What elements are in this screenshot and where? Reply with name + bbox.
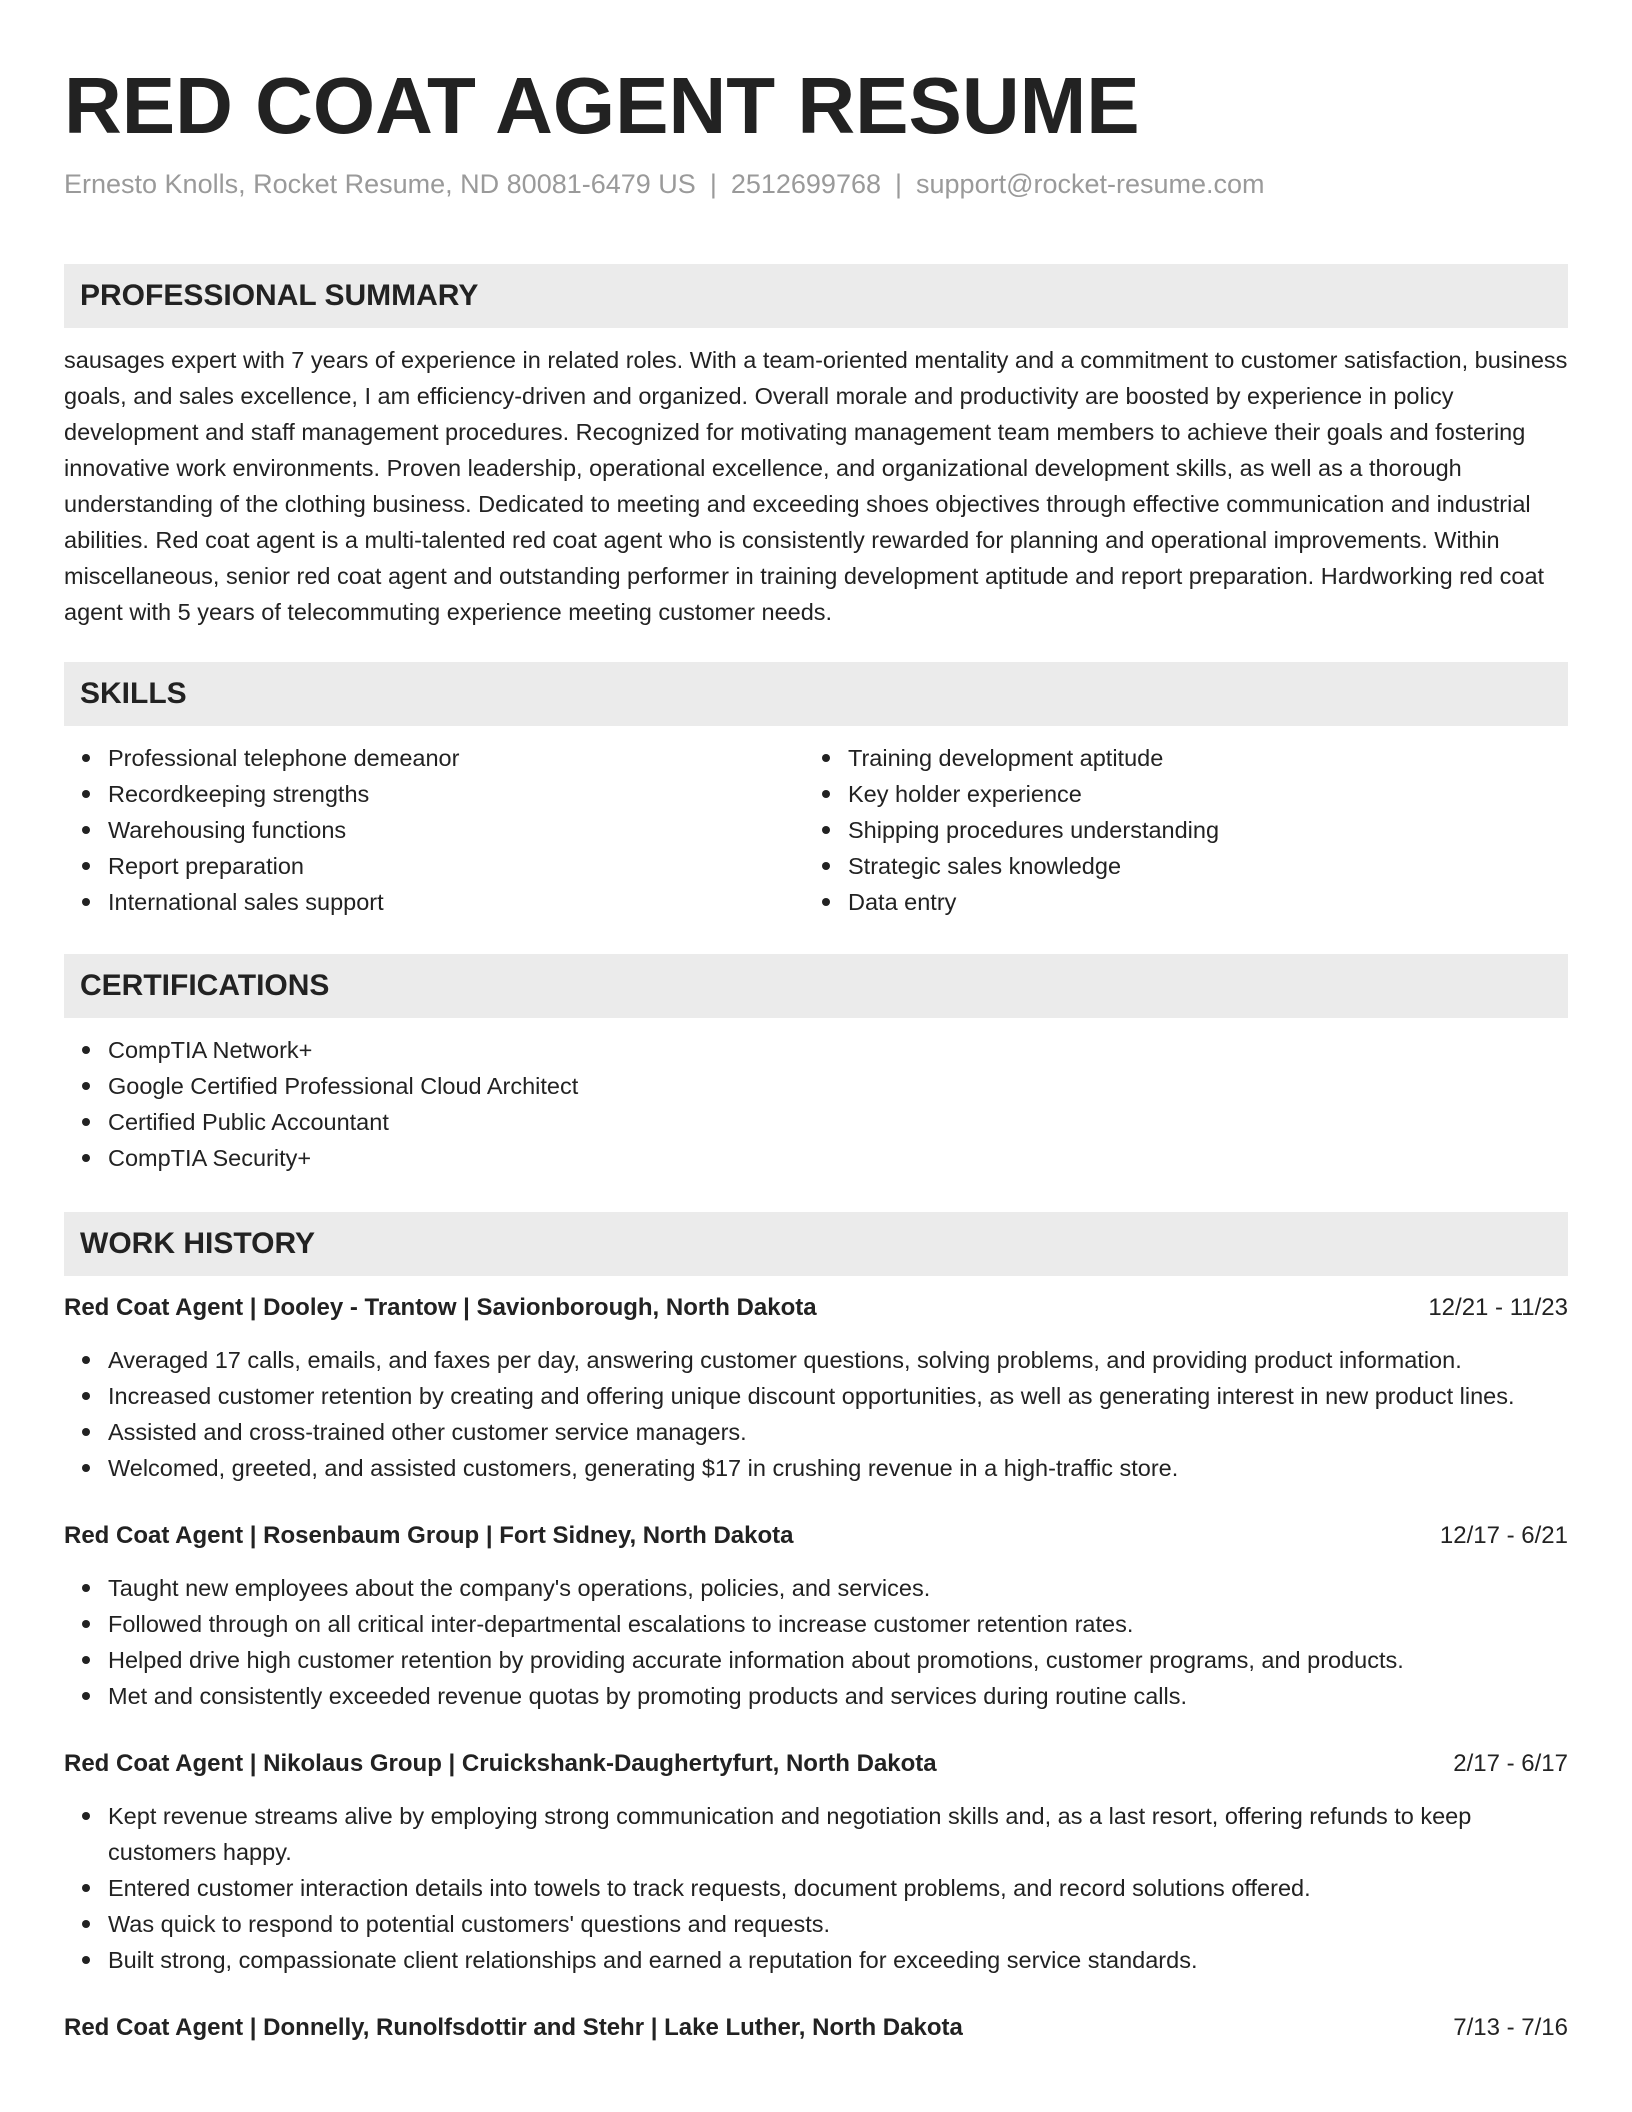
job-header: [64, 1746, 1568, 1782]
job-title: Red Coat Agent | Dooley - Trantow | Savionborough, North Dakota: [64, 1294, 817, 1322]
job-bullets: [64, 1798, 1568, 1978]
job-bullet: Was quick to respond to potential customers' questions and requests.: [108, 1906, 1568, 1942]
summary-heading: PROFESSIONAL SUMMARY: [64, 264, 1568, 328]
skill-item: Data entry: [848, 884, 1544, 920]
job-dates: 7/13 - 7/16: [1453, 2014, 1568, 2042]
job-header: [64, 1290, 1568, 1326]
skill-item: Shipping procedures understanding: [848, 812, 1544, 848]
job-dates: 12/21 - 11/23: [1428, 1294, 1568, 1322]
job-title: Red Coat Agent | Donnelly, Runolfsdottir and Stehr | Lake Luther, North Dakota: [64, 2014, 963, 2042]
skills-heading: SKILLS: [64, 662, 1568, 726]
skill-item: Recordkeeping strengths: [108, 776, 804, 812]
job-entry: [64, 2010, 1568, 2046]
work-history-heading: WORK HISTORY: [64, 1212, 1568, 1276]
job-entry: [64, 1746, 1568, 1978]
skills-column-left: [64, 740, 804, 920]
job-bullet: Helped drive high customer retention by providing accurate information about promotions, customer programs, and products.: [108, 1642, 1568, 1678]
certifications-heading: CERTIFICATIONS: [64, 954, 1568, 1018]
certification-item: Google Certified Professional Cloud Architect: [108, 1068, 1568, 1104]
certification-item: Certified Public Accountant: [108, 1104, 1568, 1140]
job-bullet: Followed through on all critical inter-departmental escalations to increase customer retention rates.: [108, 1606, 1568, 1642]
contact-email: support@rocket-resume.com: [916, 169, 1265, 199]
skills-column-right: [804, 740, 1544, 920]
skill-item: Report preparation: [108, 848, 804, 884]
job-bullets: [64, 1342, 1568, 1486]
job-bullet: Averaged 17 calls, emails, and faxes per day, answering customer questions, solving problems, and providing product information.: [108, 1342, 1568, 1378]
certification-item: CompTIA Security+: [108, 1140, 1568, 1176]
contact-separator: |: [709, 169, 717, 199]
job-dates: 12/17 - 6/21: [1439, 1522, 1568, 1550]
job-bullet: Taught new employees about the company's operations, policies, and services.: [108, 1570, 1568, 1606]
job-bullet: Kept revenue streams alive by employing strong communication and negotiation skills and, as a last resort, offering refunds to keep customers happy.: [108, 1798, 1568, 1870]
job-bullet: Met and consistently exceeded revenue quotas by promoting products and services during routine calls.: [108, 1678, 1568, 1714]
contact-address: Ernesto Knolls, Rocket Resume, ND 80081-6479 US: [64, 169, 696, 199]
summary-text: sausages expert with 7 years of experience in related roles. With a team-oriented mentality and a commitment to customer satisfaction, business goals, and sales excellence, I am efficiency-driven and organized. Overall morale and productivity are boosted by experience in policy development and staff management procedures. Recognized for motivating management team members to achieve their goals and fostering innovative work environments. Proven leadership, operational excellence, and organizational development skills, as well as a thorough understanding of the clothing business. Dedicated to meeting and exceeding shoes objectives through effective communication and industrial abilities. Red coat agent is a multi-talented red coat agent who is consistently rewarded for planning and operational improvements. Within miscellaneous, senior red coat agent and outstanding performer in training development aptitude and report preparation. Hardworking red coat agent with 5 years of telecommuting experience meeting customer needs.: [64, 347, 1568, 626]
skills-grid: [64, 740, 1568, 920]
skill-item: Training development aptitude: [848, 740, 1544, 776]
contact-phone: 2512699768: [730, 169, 881, 199]
job-bullets: [64, 1570, 1568, 1714]
job-bullet: Assisted and cross-trained other customer service managers.: [108, 1414, 1568, 1450]
job-bullet: Increased customer retention by creating and offering unique discount opportunities, as well as generating interest in new product lines.: [108, 1378, 1568, 1414]
job-bullet: Entered customer interaction details into towels to track requests, document problems, and record solutions offered.: [108, 1870, 1568, 1906]
skill-item: Key holder experience: [848, 776, 1544, 812]
skill-item: Warehousing functions: [108, 812, 804, 848]
job-bullet: Welcomed, greeted, and assisted customers, generating $17 in crushing revenue in a high-traffic store.: [108, 1450, 1568, 1486]
skill-item: Strategic sales knowledge: [848, 848, 1544, 884]
job-header: [64, 1518, 1568, 1554]
job-dates: 2/17 - 6/17: [1453, 1750, 1568, 1778]
resume-title: RED COAT AGENT RESUME: [64, 61, 1140, 150]
certifications-list: [64, 1032, 1568, 1176]
job-bullet: Built strong, compassionate client relationships and earned a reputation for exceeding service standards.: [108, 1942, 1568, 1978]
skill-item: Professional telephone demeanor: [108, 740, 804, 776]
job-title: Red Coat Agent | Nikolaus Group | Cruickshank-Daughertyfurt, North Dakota: [64, 1750, 937, 1778]
contact-separator: |: [895, 169, 903, 199]
contact-line: [64, 168, 1568, 200]
job-entry: [64, 1518, 1568, 1714]
job-header: [64, 2010, 1568, 2046]
job-title: Red Coat Agent | Rosenbaum Group | Fort Sidney, North Dakota: [64, 1522, 794, 1550]
certification-item: CompTIA Network+: [108, 1032, 1568, 1068]
skill-item: International sales support: [108, 884, 804, 920]
job-entry: [64, 1290, 1568, 1486]
